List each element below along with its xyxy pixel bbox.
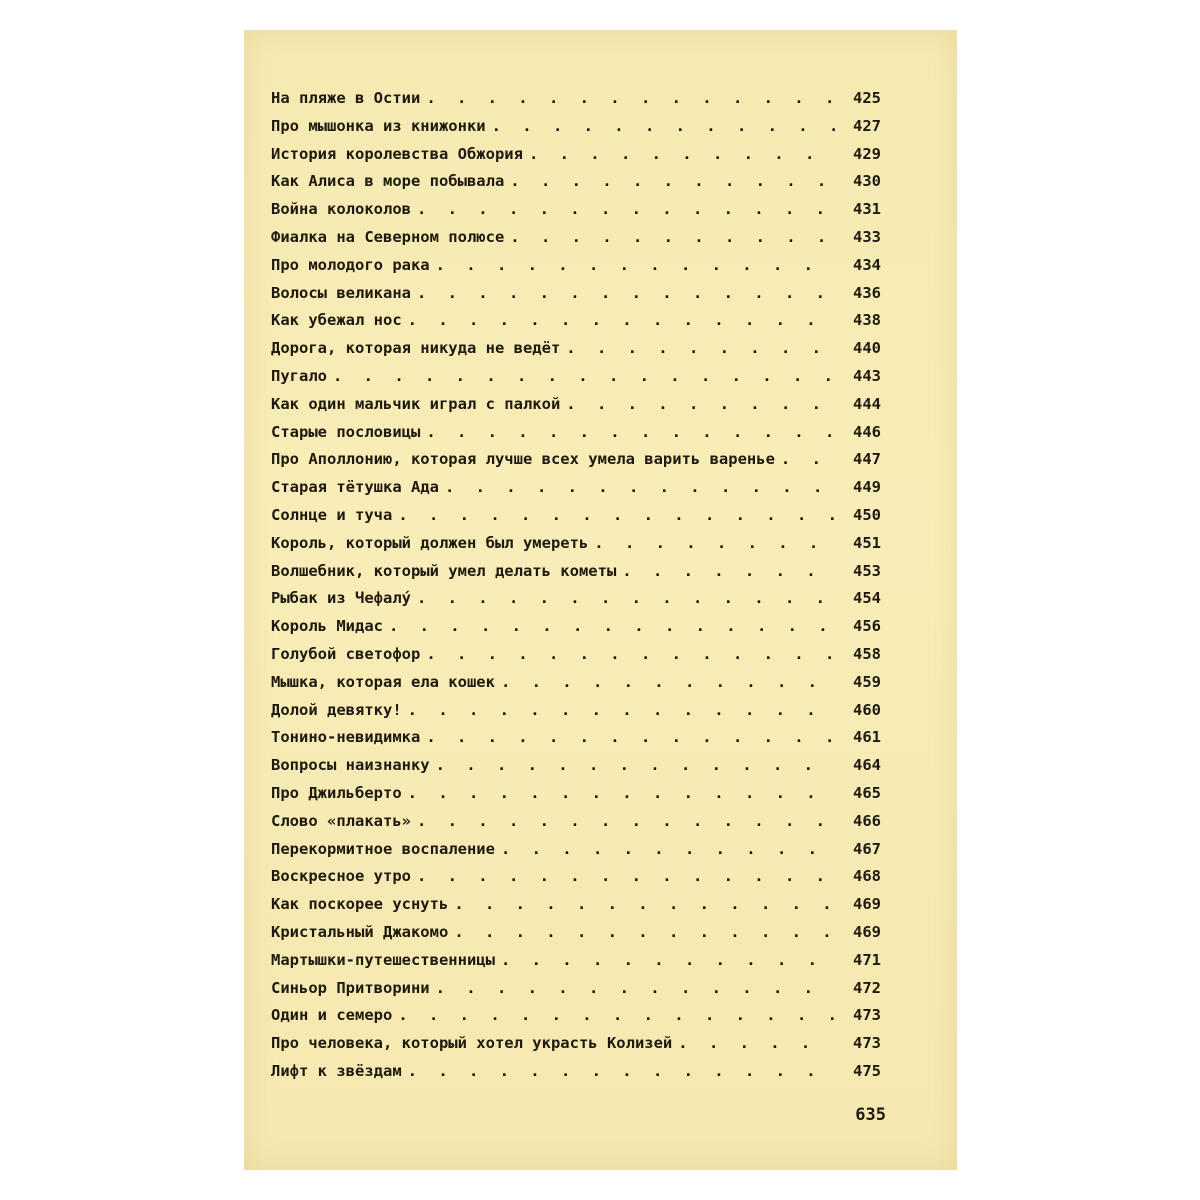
toc-entry-title: Рыбак из Чефалу́ [271, 589, 411, 608]
page-number: 635 [855, 1105, 886, 1125]
toc-entry-page: 446 [853, 422, 881, 441]
dot-leader [566, 339, 835, 357]
dot-leader [426, 89, 835, 107]
toc-entry-title: Как убежал нос [271, 311, 402, 330]
toc-entry [271, 224, 881, 252]
dot-leader [566, 395, 835, 413]
dot-leader [408, 784, 835, 802]
dot-leader [594, 534, 835, 552]
toc-entry-title: Как поскорее уснуть [271, 895, 449, 914]
toc-entry-title: На пляже в Остии [271, 89, 421, 107]
toc-entry-title: Про человека, который хотел украсть Колизей [271, 1034, 673, 1053]
dot-leader [622, 562, 835, 580]
toc-entry-title: Долой девятку! [271, 700, 402, 719]
toc-entry-page: 440 [853, 339, 881, 358]
toc-entry-page: 461 [853, 728, 881, 747]
dot-leader [454, 923, 835, 941]
toc-entry-page: 429 [853, 144, 881, 163]
dot-leader [417, 200, 835, 218]
toc-entry-page: 430 [853, 172, 881, 191]
toc-entry-title: Воскресное утро [271, 867, 411, 886]
toc-entry-page: 458 [853, 644, 881, 663]
dot-leader [426, 645, 835, 663]
toc-entry [271, 585, 881, 613]
toc-entry-page: 447 [853, 450, 881, 469]
toc-entry-title: Синьор Притворини [271, 978, 430, 997]
toc-entry-page: 473 [853, 1006, 881, 1025]
toc-entry-page: 450 [853, 505, 881, 524]
dot-leader [389, 617, 835, 635]
toc-entry-title: Мартышки-путешественницы [271, 950, 495, 969]
toc-entry-title: Лифт к звёздам [271, 1061, 402, 1080]
toc-entry-title: Король Мидас [271, 617, 383, 636]
toc-entry [271, 1002, 881, 1030]
toc-entry [271, 836, 881, 864]
toc-entry-page: 451 [853, 533, 881, 552]
toc-entry-title: Волосы великана [271, 283, 411, 302]
toc-entry-page: 427 [853, 116, 881, 135]
dot-leader [408, 1062, 835, 1080]
toc-entry-title: Слово «плакать» [271, 811, 411, 830]
toc-entry-page: 425 [853, 89, 881, 107]
toc-entry-page: 469 [853, 895, 881, 914]
toc-entry [271, 697, 881, 725]
toc-entry-title: Про Аполлонию, которая лучше всех умела варить варенье [271, 450, 775, 469]
toc-entry [271, 252, 881, 280]
toc-entry [271, 780, 881, 808]
toc-entry-title: Солнце и туча [271, 505, 393, 524]
toc-entry [271, 446, 881, 474]
toc-entry-page: 438 [853, 311, 881, 330]
toc-entry-page: 434 [853, 255, 881, 274]
toc-entry-title: История королевства Обжория [271, 144, 523, 163]
toc-entry [271, 196, 881, 224]
toc-entry-page: 456 [853, 617, 881, 636]
dot-leader [436, 979, 835, 997]
dot-leader [501, 951, 835, 969]
toc-entry [271, 474, 881, 502]
toc-entry-page: 454 [853, 589, 881, 608]
toc-entry [271, 1058, 881, 1086]
dot-leader [333, 367, 835, 385]
toc-entry [271, 335, 881, 363]
toc-entry-page: 444 [853, 394, 881, 413]
toc-entry [271, 419, 881, 447]
toc-entry [271, 530, 881, 558]
toc-entry-title: Вопросы наизнанку [271, 756, 430, 775]
toc-entry-title: Война колоколов [271, 200, 411, 219]
toc-entry-title: Как один мальчик играл с палкой [271, 394, 561, 413]
toc-entry-page: 466 [853, 811, 881, 830]
dot-leader [417, 589, 835, 607]
dot-leader [454, 895, 835, 913]
dot-leader [781, 450, 835, 468]
toc-entry-title: Тонино-невидимка [271, 728, 421, 747]
toc-entry [271, 502, 881, 530]
toc-entry-page: 471 [853, 950, 881, 969]
dot-leader [436, 256, 835, 274]
dot-leader [678, 1034, 835, 1052]
toc-entry-title: Волшебник, который умел делать кометы [271, 561, 617, 580]
toc-entry-page: 465 [853, 783, 881, 802]
toc-entry-page: 449 [853, 478, 881, 497]
dot-leader [510, 172, 835, 190]
dot-leader [510, 228, 835, 246]
dot-leader [417, 812, 835, 830]
toc-entry-title: Как Алиса в море побывала [271, 172, 505, 191]
toc-entry-title: Перекормитное воспаление [271, 839, 495, 858]
toc-entry-title: Один и семеро [271, 1006, 393, 1025]
toc-entry-title: Фиалка на Северном полюсе [271, 227, 505, 246]
toc-entry-page: 436 [853, 283, 881, 302]
toc-entry [271, 947, 881, 975]
toc-entry [271, 863, 881, 891]
toc-entry-title: Кристальный Джакомо [271, 922, 449, 941]
toc-entry [271, 391, 881, 419]
toc-entry [271, 85, 881, 113]
toc-entry-page: 431 [853, 200, 881, 219]
dot-leader [426, 728, 835, 746]
toc-entry [271, 1030, 881, 1058]
toc-entry [271, 919, 881, 947]
toc-entry [271, 724, 881, 752]
table-of-contents [271, 85, 881, 1086]
dot-leader [492, 117, 835, 135]
toc-entry-title: Пугало [271, 366, 327, 385]
toc-entry-title: Старая тётушка Ада [271, 478, 439, 497]
toc-entry [271, 141, 881, 169]
toc-entry [271, 363, 881, 391]
toc-entry [271, 113, 881, 141]
dot-leader [417, 867, 835, 885]
dot-leader [529, 145, 835, 163]
toc-entry-page: 433 [853, 227, 881, 246]
dot-leader [426, 423, 835, 441]
toc-entry-page: 464 [853, 756, 881, 775]
toc-entry-title: Про мышонка из книжонки [271, 116, 486, 135]
dot-leader [445, 478, 835, 496]
toc-entry [271, 307, 881, 335]
toc-entry [271, 808, 881, 836]
toc-entry-page: 475 [853, 1061, 881, 1080]
toc-entry [271, 613, 881, 641]
toc-entry [271, 752, 881, 780]
dot-leader [398, 1006, 835, 1024]
dot-leader [501, 840, 835, 858]
toc-entry-page: 468 [853, 867, 881, 886]
dot-leader [408, 311, 835, 329]
dot-leader [408, 701, 835, 719]
toc-entry-page: 469 [853, 922, 881, 941]
toc-entry-title: Голубой светофор [271, 644, 421, 663]
toc-entry [271, 280, 881, 308]
toc-entry [271, 558, 881, 586]
toc-entry-page: 472 [853, 978, 881, 997]
toc-entry-page: 453 [853, 561, 881, 580]
toc-entry-page: 473 [853, 1034, 881, 1053]
toc-entry-page: 460 [853, 700, 881, 719]
toc-entry-title: Дорога, которая никуда не ведёт [271, 339, 561, 358]
toc-entry-title: Про молодого рака [271, 255, 430, 274]
dot-leader [398, 506, 835, 524]
toc-entry [271, 641, 881, 669]
toc-entry-page: 467 [853, 839, 881, 858]
toc-entry-title: Король, который должен был умереть [271, 533, 589, 552]
toc-entry-title: Старые пословицы [271, 422, 421, 441]
toc-entry [271, 975, 881, 1003]
toc-entry-title: Про Джильберто [271, 783, 402, 802]
book-page [244, 30, 957, 1170]
dot-leader [417, 284, 835, 302]
toc-entry [271, 891, 881, 919]
dot-leader [501, 673, 835, 691]
toc-entry [271, 669, 881, 697]
toc-entry-page: 443 [853, 366, 881, 385]
toc-entry-title: Мышка, которая ела кошек [271, 672, 495, 691]
toc-entry [271, 168, 881, 196]
dot-leader [436, 756, 835, 774]
toc-entry-page: 459 [853, 672, 881, 691]
